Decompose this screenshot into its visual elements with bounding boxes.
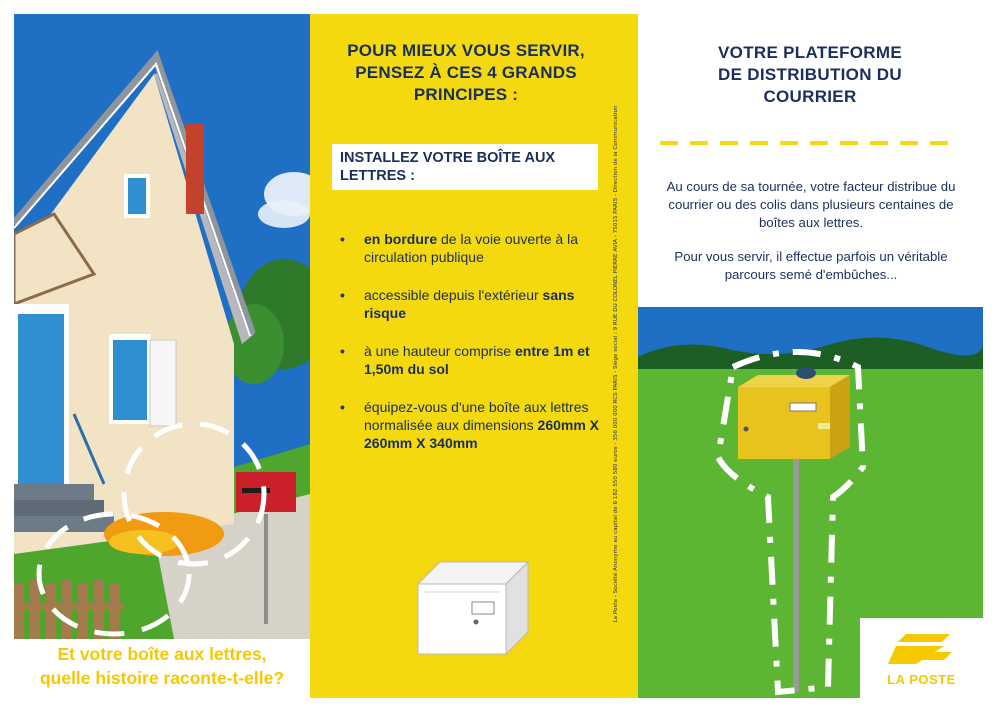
white-mailbox-icon	[410, 554, 530, 656]
platform-title	[662, 42, 958, 108]
principle-bold: 260mm X 260mm X 340mm	[364, 417, 600, 451]
principle-text: équipez-vous d'une boîte aux lettres normalisée aux dimensions	[364, 399, 589, 433]
platform-title-line-1: VOTRE PLATEFORME	[718, 43, 902, 62]
right-panel	[638, 14, 983, 698]
caption-line-1: Et votre boîte aux lettres,	[57, 644, 267, 664]
principles-title-line-1: POUR MIEUX VOUS SERVIR,	[347, 41, 585, 60]
bullet: •	[340, 287, 345, 303]
principle-bold: sans risque	[364, 287, 575, 321]
principle-text: à une hauteur comprise	[364, 343, 515, 359]
yellow-mailbox-icon	[738, 367, 850, 459]
list-item	[338, 342, 613, 378]
la-poste-logo	[860, 618, 983, 698]
la-poste-logo-icon	[888, 630, 956, 668]
left-panel	[14, 14, 310, 694]
middle-panel	[310, 14, 638, 698]
principle-text: de la voie ouverte à la circulation publique	[364, 231, 578, 265]
la-poste-logo-text: LA POSTE	[887, 672, 956, 687]
principles-title-line-3: PRINCIPES :	[413, 85, 519, 104]
platform-description	[666, 178, 956, 300]
platform-title-line-3: COURRIER	[763, 87, 857, 106]
left-caption	[14, 642, 310, 690]
principle-text: accessible depuis l'extérieur	[364, 287, 543, 303]
dashed-divider	[660, 141, 950, 145]
list-item	[338, 230, 613, 266]
principle-bold: en bordure	[364, 231, 438, 247]
list-item	[338, 286, 613, 322]
house-illustration	[14, 14, 310, 639]
paragraph-1: Au cours de sa tournée, votre facteur distribue du courrier ou des colis dans plusieurs centaines de boîtes aux lettres.	[666, 179, 956, 230]
principles-title-line-2: PENSEZ À CES 4 GRANDS	[355, 63, 577, 82]
legal-text: La Poste - Société Anonyme au capital de 6 182 550 580 euros - 356 000 000 RCS PARIS - Siège social : 9 RUE DU COLONEL PIERRE AVIA - 75015 PARIS - Direction de la Communication	[613, 105, 619, 623]
bullet: •	[340, 399, 345, 415]
principles-title	[324, 40, 608, 106]
platform-title-line-2: DE DISTRIBUTION DU	[718, 65, 902, 84]
bullet: •	[340, 343, 345, 359]
legal-notice	[610, 34, 622, 694]
caption-line-2: quelle histoire raconte-t-elle?	[39, 668, 285, 688]
bullet: •	[340, 231, 345, 247]
paragraph-2: Pour vous servir, il effectue parfois un véritable parcours semé d'embûches...	[674, 249, 948, 282]
list-item	[338, 398, 613, 452]
install-heading: INSTALLEZ VOTRE BOÎTE AUX LETTRES :	[340, 150, 556, 184]
install-heading-box	[332, 144, 598, 190]
principle-bold: entre 1m et 1,50m du sol	[364, 343, 590, 377]
principles-list	[338, 230, 613, 472]
